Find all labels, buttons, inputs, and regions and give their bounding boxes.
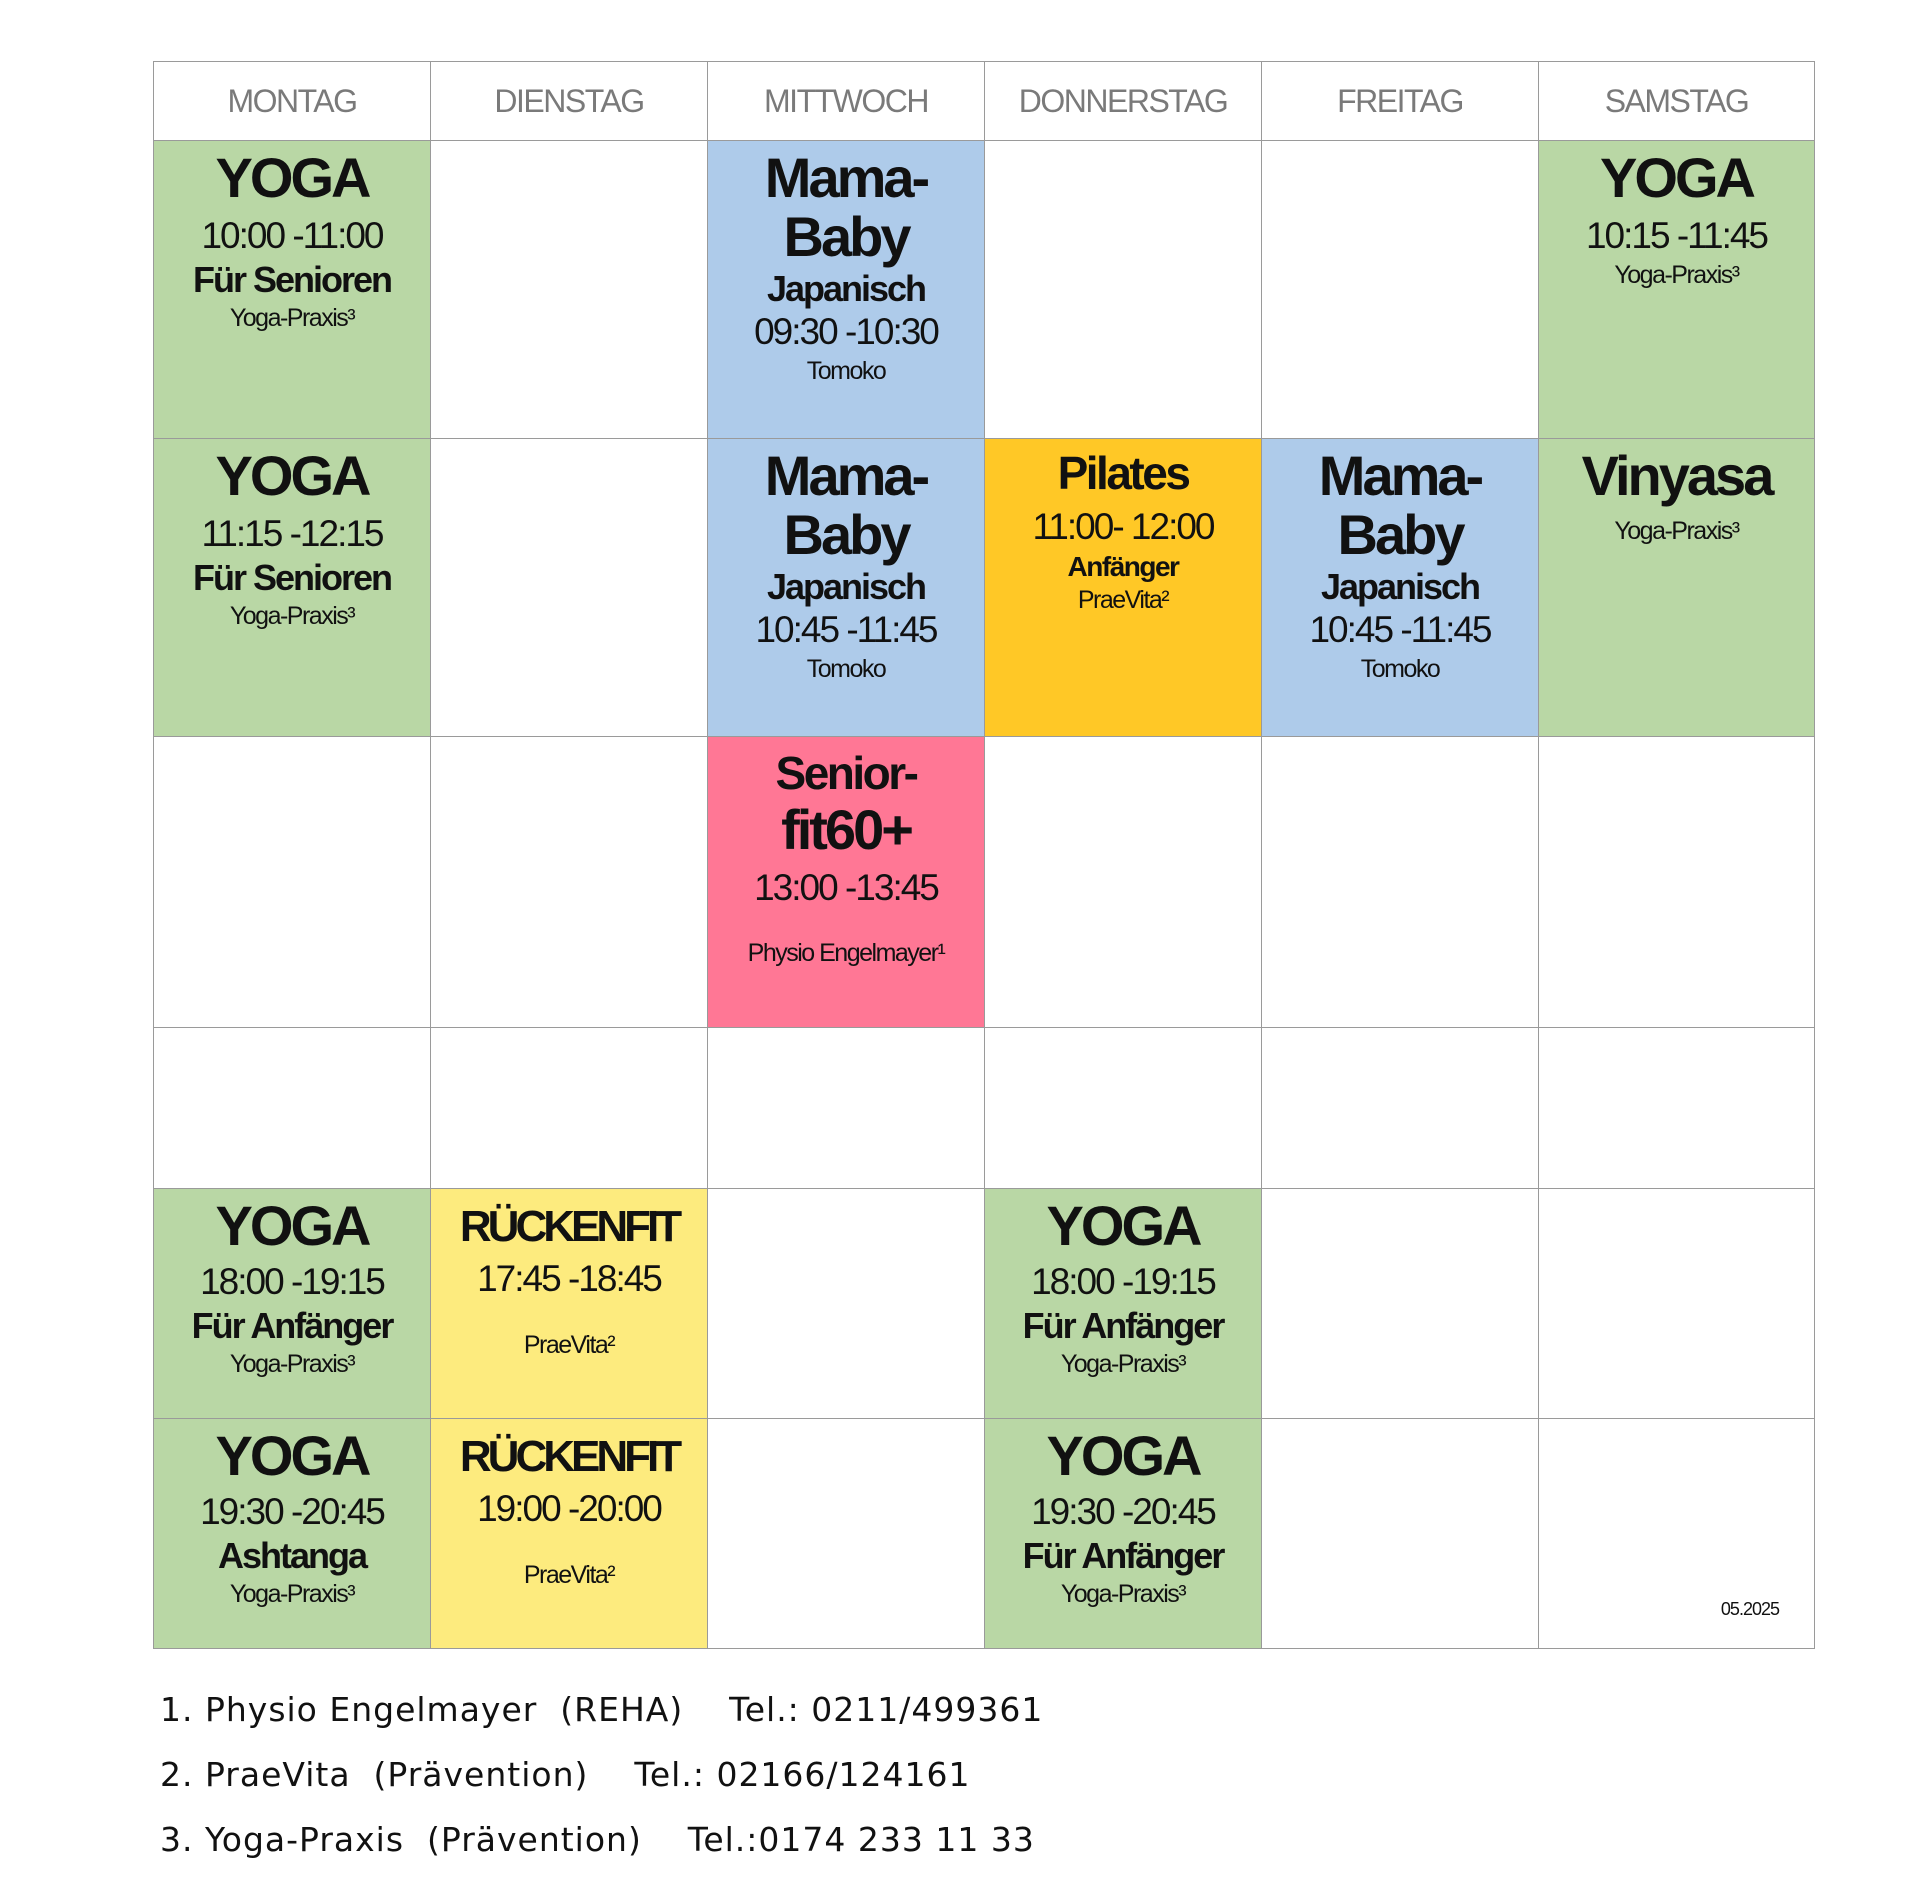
class-provider: Tomoko: [806, 357, 886, 386]
class-title-line1: Senior-: [775, 747, 917, 799]
day-header-saturday: SAMSTAG: [1539, 62, 1815, 141]
class-cell-yoga-beginners-do5: [985, 1189, 1262, 1419]
class-cell-yoga-beginners-mo5: [154, 1189, 431, 1419]
class-title: YOGA: [215, 444, 369, 507]
class-provider: Tomoko: [1360, 655, 1440, 684]
provider-footnotes: [160, 1690, 1043, 1885]
class-time: 11:15 -12:15: [201, 512, 383, 554]
class-provider: Yoga-Praxis³: [229, 1350, 355, 1379]
empty-cell: [708, 1028, 985, 1189]
class-cell-pilates-do2: [985, 439, 1262, 737]
class-subtitle: Japanisch: [766, 267, 926, 309]
class-provider: Yoga-Praxis³: [229, 304, 355, 333]
class-time: 10:45 -11:45: [1309, 608, 1491, 650]
class-subtitle: Japanisch: [766, 565, 926, 607]
class-provider: Yoga-Praxis³: [1060, 1350, 1186, 1379]
schedule-row: [154, 1419, 1815, 1649]
class-provider: Tomoko: [806, 655, 886, 684]
class-provider: Yoga-Praxis³: [1614, 261, 1739, 290]
class-time: 10:00 -11:00: [201, 214, 383, 256]
day-header-thursday: DONNERSTAG: [985, 62, 1262, 141]
class-subtitle: Anfänger: [1067, 550, 1179, 582]
empty-cell: [1539, 1189, 1815, 1419]
class-title: Vinyasa: [1581, 444, 1772, 507]
day-header-friday: FREITAG: [1262, 62, 1539, 141]
schedule-row: [154, 1028, 1815, 1189]
empty-cell: [1262, 1189, 1539, 1419]
class-cell-yoga-ashtanga-mo6: [154, 1419, 431, 1649]
date-cell: [1539, 1419, 1815, 1649]
empty-cell: [431, 1028, 708, 1189]
class-title: YOGA: [215, 1194, 369, 1257]
class-cell-mama-baby-mi1: [708, 141, 985, 439]
class-title: Pilates: [1057, 447, 1189, 499]
empty-cell: [1262, 1419, 1539, 1649]
class-title-line2: Baby: [783, 502, 909, 566]
class-time: 17:45 -18:45: [477, 1258, 661, 1300]
empty-cell: [154, 737, 431, 1028]
class-subtitle: Für Senioren: [192, 259, 392, 301]
class-time: 10:15 -11:45: [1585, 214, 1768, 256]
empty-cell: [154, 1028, 431, 1189]
class-cell-rueckenfit-di5: [431, 1189, 708, 1419]
class-title-line1: Mama-: [1318, 444, 1482, 507]
class-provider: PraeVita²: [523, 1560, 615, 1589]
schedule-row: [154, 1189, 1815, 1419]
class-time: 19:30 -20:45: [200, 1490, 384, 1532]
class-subtitle: Japanisch: [1320, 565, 1480, 607]
class-title-line2: fit60+: [781, 798, 911, 862]
class-provider: Physio Engelmayer¹: [747, 939, 945, 968]
class-time: 09:30 -10:30: [754, 310, 938, 352]
class-provider: Yoga-Praxis³: [1060, 1580, 1186, 1609]
class-provider: Yoga-Praxis³: [229, 1580, 355, 1609]
class-time: 19:00 -20:00: [477, 1488, 661, 1530]
class-title: YOGA: [215, 1424, 369, 1487]
class-provider: Yoga-Praxis³: [1614, 516, 1739, 545]
day-header-tuesday: DIENSTAG: [431, 62, 708, 141]
class-title-line1: Mama-: [764, 444, 928, 507]
class-time: 18:00 -19:15: [200, 1260, 384, 1302]
class-cell-seniorfit-mi3: [708, 737, 985, 1028]
class-provider: PraeVita²: [1077, 586, 1169, 615]
class-cell-vinyasa-sa2: [1539, 439, 1815, 737]
class-subtitle: Für Anfänger: [1022, 1305, 1224, 1347]
class-time: 11:00- 12:00: [1032, 506, 1214, 548]
class-title: RÜCKENFIT: [459, 1432, 679, 1481]
empty-cell: [1539, 737, 1815, 1028]
empty-cell: [985, 141, 1262, 439]
empty-cell: [431, 737, 708, 1028]
footnote-yoga-praxis: 3. Yoga-Praxis (Prävention) Tel.:0174 233 11 33: [160, 1820, 1035, 1859]
empty-cell: [985, 737, 1262, 1028]
empty-cell: [708, 1189, 985, 1419]
day-header-row: [154, 62, 1815, 141]
day-header-monday: MONTAG: [154, 62, 431, 141]
class-time: 19:30 -20:45: [1031, 1490, 1215, 1532]
class-cell-yoga-beginners-do6: [985, 1419, 1262, 1649]
class-title: RÜCKENFIT: [459, 1202, 679, 1251]
day-header-wednesday: MITTWOCH: [708, 62, 985, 141]
schedule-row: [154, 439, 1815, 737]
class-title: YOGA: [1600, 146, 1753, 209]
empty-cell: [708, 1419, 985, 1649]
empty-cell: [1262, 141, 1539, 439]
class-title: YOGA: [215, 146, 369, 209]
class-time: 10:45 -11:45: [755, 608, 937, 650]
empty-cell: [985, 1028, 1262, 1189]
class-cell-rueckenfit-di6: [431, 1419, 708, 1649]
class-title-line2: Baby: [783, 204, 909, 268]
class-subtitle: Ashtanga: [217, 1535, 367, 1577]
empty-cell: [1262, 1028, 1539, 1189]
class-time: 18:00 -19:15: [1031, 1260, 1215, 1302]
class-provider: PraeVita²: [523, 1330, 615, 1359]
class-cell-yoga-sa1: [1539, 141, 1815, 439]
class-cell-mama-baby-mi2: [708, 439, 985, 737]
class-title: YOGA: [1046, 1424, 1200, 1487]
class-subtitle: Für Senioren: [192, 557, 392, 599]
version-date: 05.2025: [1720, 1599, 1779, 1619]
empty-cell: [431, 439, 708, 737]
schedule-row: [154, 737, 1815, 1028]
weekly-schedule-table: [153, 61, 1815, 1649]
class-title-line2: Baby: [1337, 502, 1463, 566]
class-cell-yoga-seniors-mo2: [154, 439, 431, 737]
class-title: YOGA: [1046, 1194, 1200, 1257]
class-subtitle: Für Anfänger: [1022, 1535, 1224, 1577]
empty-cell: [1539, 1028, 1815, 1189]
class-subtitle: Für Anfänger: [191, 1305, 393, 1347]
class-title-line1: Mama-: [764, 146, 928, 209]
footnote-praevita: 2. PraeVita (Prävention) Tel.: 02166/124161: [160, 1755, 971, 1794]
empty-cell: [1262, 737, 1539, 1028]
class-provider: Yoga-Praxis³: [229, 602, 355, 631]
class-cell-mama-baby-fr2: [1262, 439, 1539, 737]
class-cell-yoga-seniors-mo1: [154, 141, 431, 439]
empty-cell: [431, 141, 708, 439]
schedule-row: [154, 141, 1815, 439]
footnote-physio-engelmayer: 1. Physio Engelmayer (REHA) Tel.: 0211/499361: [160, 1690, 1044, 1729]
class-time: 13:00 -13:45: [754, 867, 938, 909]
